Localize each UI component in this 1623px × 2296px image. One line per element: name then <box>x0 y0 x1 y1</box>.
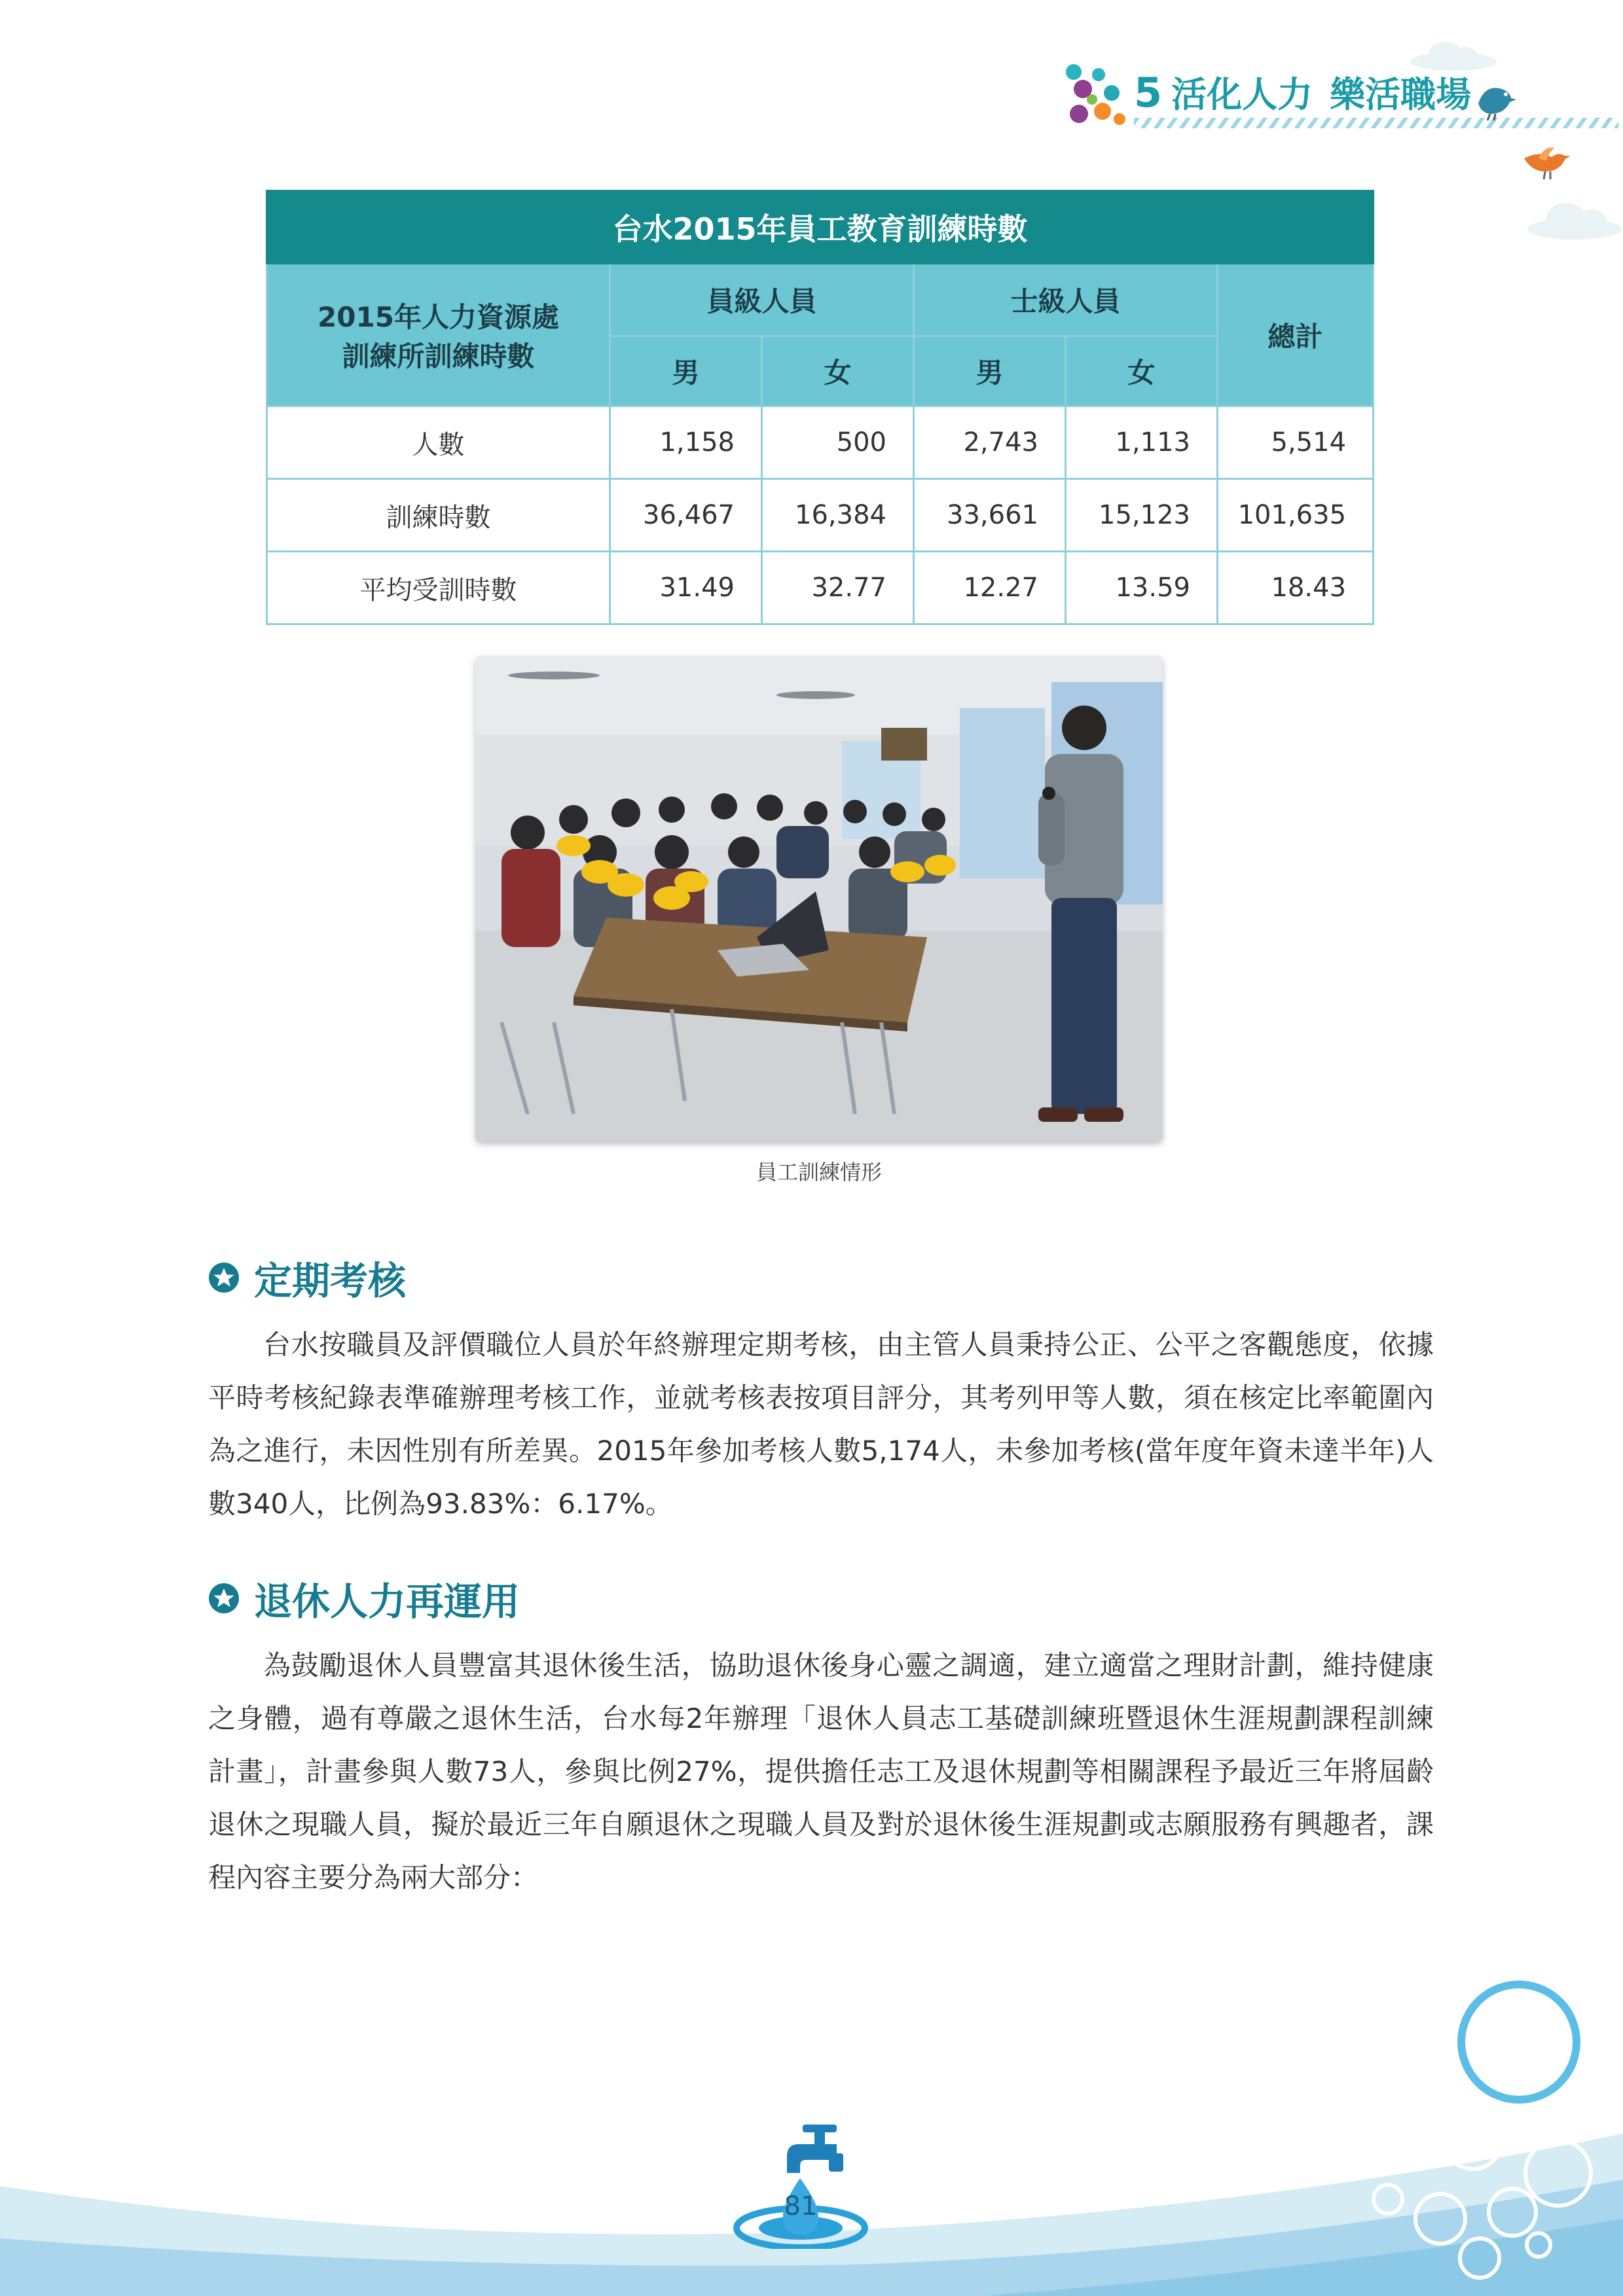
sub-header-male: 男 <box>914 336 1066 406</box>
cell-value: 33,661 <box>914 479 1066 552</box>
faucet-icon <box>732 2118 869 2249</box>
cell-value: 18.43 <box>1218 552 1374 624</box>
bird-icon <box>1472 77 1518 123</box>
sub-header-male: 男 <box>610 336 762 406</box>
group-header-2: 士級人員 <box>914 264 1218 336</box>
row-header-line2: 訓練所訓練時數 <box>342 340 535 372</box>
training-hours-table <box>266 190 1374 625</box>
cell-value: 5,514 <box>1218 406 1374 479</box>
table-row <box>267 479 1374 552</box>
table-row-header <box>267 264 610 406</box>
section-heading-text: 退休人力再運用 <box>254 1579 520 1624</box>
row-label: 人數 <box>267 406 610 479</box>
star-badge-icon <box>208 1262 240 1293</box>
sub-header-female: 女 <box>762 336 914 406</box>
training-photo-illustration <box>475 656 1163 1141</box>
cloud-icon <box>1408 39 1499 72</box>
section-body-retiree: 為鼓勵退休人員豐富其退休後生活，協助退休後身心靈之調適，建立適當之理財計劃，維持健康之身體，過有尊嚴之退休生活，台水每2年辦理「退休人員志工基礎訓練班暨退休生涯規劃課程訓練計畫」，計畫參與人數73人，參與比例27%，提供擔任志工及退休規劃等相關課程予最近三年將屆齡退休之現職人員，擬於最近三年自願退休之現職人員及對於退休後生涯規劃或志願服務有興趣者，課程內容主要分為兩大部分： <box>208 1649 1434 1893</box>
cell-value: 1,113 <box>1066 406 1218 479</box>
chapter-number: 5 <box>1134 69 1163 117</box>
cloud-icon <box>1525 196 1623 242</box>
cell-value: 1,158 <box>610 406 762 479</box>
training-photo <box>475 656 1163 1141</box>
cell-value: 101,635 <box>1218 479 1374 552</box>
table-title: 台水2015年員工教育訓練時數 <box>267 191 1374 264</box>
chapter-title-a: 活化人力 <box>1171 74 1313 115</box>
cell-value: 12.27 <box>914 552 1066 624</box>
table-row <box>267 552 1374 624</box>
row-label: 訓練時數 <box>267 479 610 552</box>
cell-value: 31.49 <box>610 552 762 624</box>
header-stripe-divider <box>1134 118 1618 128</box>
cell-value: 32.77 <box>762 552 914 624</box>
group-header-1: 員級人員 <box>610 264 914 336</box>
sub-header-female: 女 <box>1066 336 1218 406</box>
chapter-title <box>1134 67 1471 117</box>
chapter-logo-icon <box>1059 60 1131 132</box>
cell-value: 36,467 <box>610 479 762 552</box>
chapter-title-b: 樂活職場 <box>1330 74 1472 115</box>
bubbles-decoration <box>1303 1931 1617 2296</box>
photo-caption: 員工訓練情形 <box>756 1160 882 1185</box>
cell-value: 15,123 <box>1066 479 1218 552</box>
table-row <box>267 406 1374 479</box>
bird-icon <box>1519 139 1571 185</box>
training-hours-table-wrapper <box>266 190 1372 625</box>
star-badge-icon <box>208 1583 240 1614</box>
section-heading-appraisal <box>208 1250 406 1305</box>
cell-value: 2,743 <box>914 406 1066 479</box>
row-header-line1: 2015年人力資源處 <box>318 300 559 333</box>
total-header: 總計 <box>1218 264 1374 406</box>
section-body-appraisal: 台水按職員及評價職位人員於年終辦理定期考核，由主管人員秉持公正、公平之客觀態度，依據平時考核紀錄表準確辦理考核工作，並就考核表按項目評分，其考列甲等人數，須在核定比率範圍內為之進行，未因性別有所差異。2015年參加考核人數5,174人，未參加考核(當年度年資未達半年)人數340人，比例為93.83%：6.17%。 <box>208 1329 1434 1520</box>
row-label: 平均受訓時數 <box>267 552 610 624</box>
cell-value: 16,384 <box>762 479 914 552</box>
page-number: 81 <box>784 2191 818 2221</box>
cell-value: 500 <box>762 406 914 479</box>
section-heading-retiree <box>208 1571 520 1626</box>
section-heading-text: 定期考核 <box>254 1259 407 1303</box>
cell-value: 13.59 <box>1066 552 1218 624</box>
